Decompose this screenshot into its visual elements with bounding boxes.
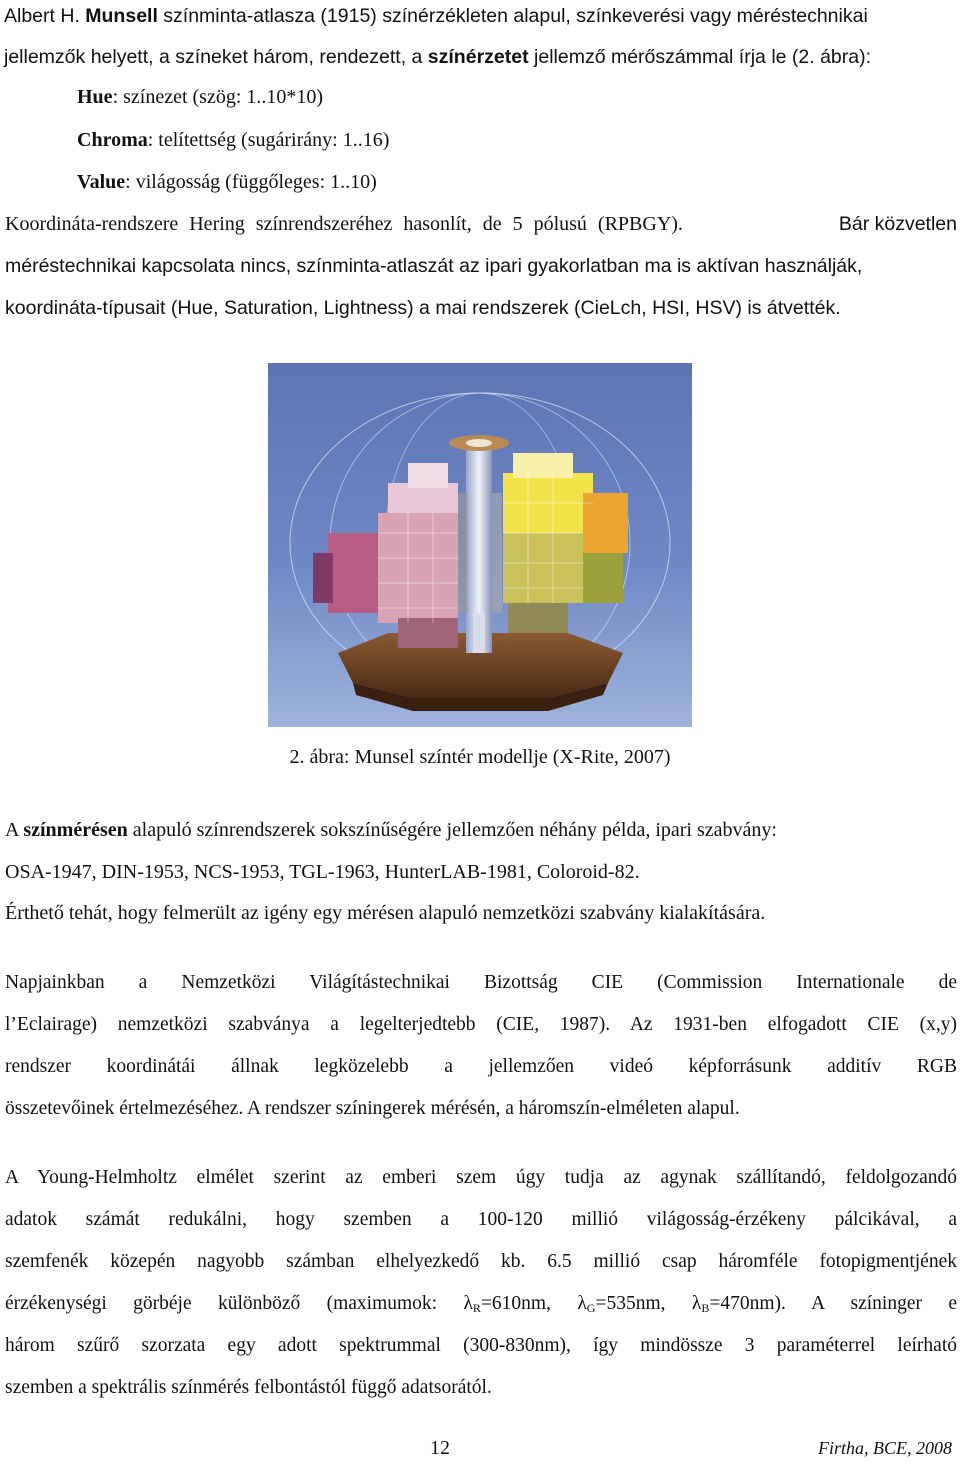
cie-line-3: rendszer koordinátái állnak legközelebb a jellemzően videó képforrásunk additív RGB [5, 1056, 957, 1077]
osa-line-3: Érthető tehát, hogy felmerült az igény egy mérésen alapuló nemzetközi szabvány kialakítására. [5, 902, 766, 924]
young-line-4: érzékenységi görbéje különböző (maximumok: $\lambda_R=610nm$, $\lambda_G=535nm$, $\lambda_B=470nm$). A színinger e [5, 1293, 957, 1315]
coord-line-2: méréstechnikai kapcsolata nincs, színminta-atlaszát az ipari gyakorlatban ma is aktívan használják, [5, 255, 863, 277]
osa-line-2: OSA-1947, DIN-1953, NCS-1953, TGL-1963, HunterLAB-1981, Coloroid-82. [5, 861, 640, 883]
attribute-hue: Hue: színezet (szög: 1..10*10) [77, 86, 324, 108]
young-line-2: adatok számát redukálni, hogy szemben a 100-120 millió világosság-érzékeny pálcikával, a [5, 1209, 957, 1230]
young-line-6: szemben a spektrális színmérés felbontástól függő adatsorától. [5, 1377, 492, 1398]
attribute-chroma: Chroma: telítettség (sugárirány: 1..16) [77, 129, 390, 151]
lambda-b: $\lambda_B$ [691, 1293, 710, 1315]
coord-line-1: Koordináta-rendszere Hering színrendszeréhez hasonlít, de 5 pólusú (RPBGY). Bár közvetlen [5, 213, 957, 235]
lambda-r: $\lambda_R$ [463, 1293, 481, 1315]
young-line-5: három szűrő szorzata egy adott spektrummal (300-830nm), így mindössze 3 paraméterrel leírható [5, 1335, 957, 1356]
footer-author: Firtha, BCE, 2008 [818, 1438, 952, 1458]
lambda-g: $\lambda_G$ [577, 1293, 596, 1315]
attribute-value: Value: világosság (függőleges: 1..10) [77, 171, 377, 193]
figure-caption: 2. ábra: Munsel színtér modellje (X-Rite, 2007) [289, 746, 671, 768]
page-number: 12 [430, 1437, 450, 1459]
munsell-bold: Munsell [85, 5, 158, 27]
young-line-3: szemfenék közepén nagyobb számban elhelyezkedő kb. 6.5 millió csap háromféle fotopigmentjének [5, 1251, 957, 1272]
munsell-model-photo [268, 363, 692, 727]
cie-line-2: l’Eclairage) nemzetközi szabványa a legelterjedtebb (CIE, 1987). Az 1931-ben elfogadott CIE (x,y) [5, 1014, 957, 1035]
coord-line-3: koordináta-típusait (Hue, Saturation, Lightness) a mai rendszerek (CieLch, HSI, HSV) is átvették. [5, 297, 841, 319]
cie-line-1: Napjainkban a Nemzetközi Világítástechnikai Bizottság CIE (Commission Internationale de [5, 972, 957, 993]
munsell-line-1: Albert H. Munsell színminta-atlasza (1915) színérzékleten alapul, színkeverési vagy méréstechnikai [4, 5, 868, 27]
szinerzet-bold: színérzetet [427, 46, 529, 68]
szinmeresen-bold: színmérésen [23, 819, 128, 841]
osa-line-1: A színmérésen alapuló színrendszerek sokszínűségére jellemzően néhány példa, ipari szabvány: [5, 819, 777, 841]
young-line-1: A Young-Helmholtz elmélet szerint az emberi szem úgy tudja az agynak szállítandó, feldolgozandó [5, 1167, 957, 1188]
munsell-line-2: jellemzők helyett, a színeket három, rendezett, a színérzetet jellemző mérőszámmal írja le (2. ábra): [4, 46, 872, 68]
cie-line-4: összetevőinek értelmezéséhez. A rendszer színingerek mérésén, a háromszín-elméleten alapul. [5, 1098, 740, 1119]
